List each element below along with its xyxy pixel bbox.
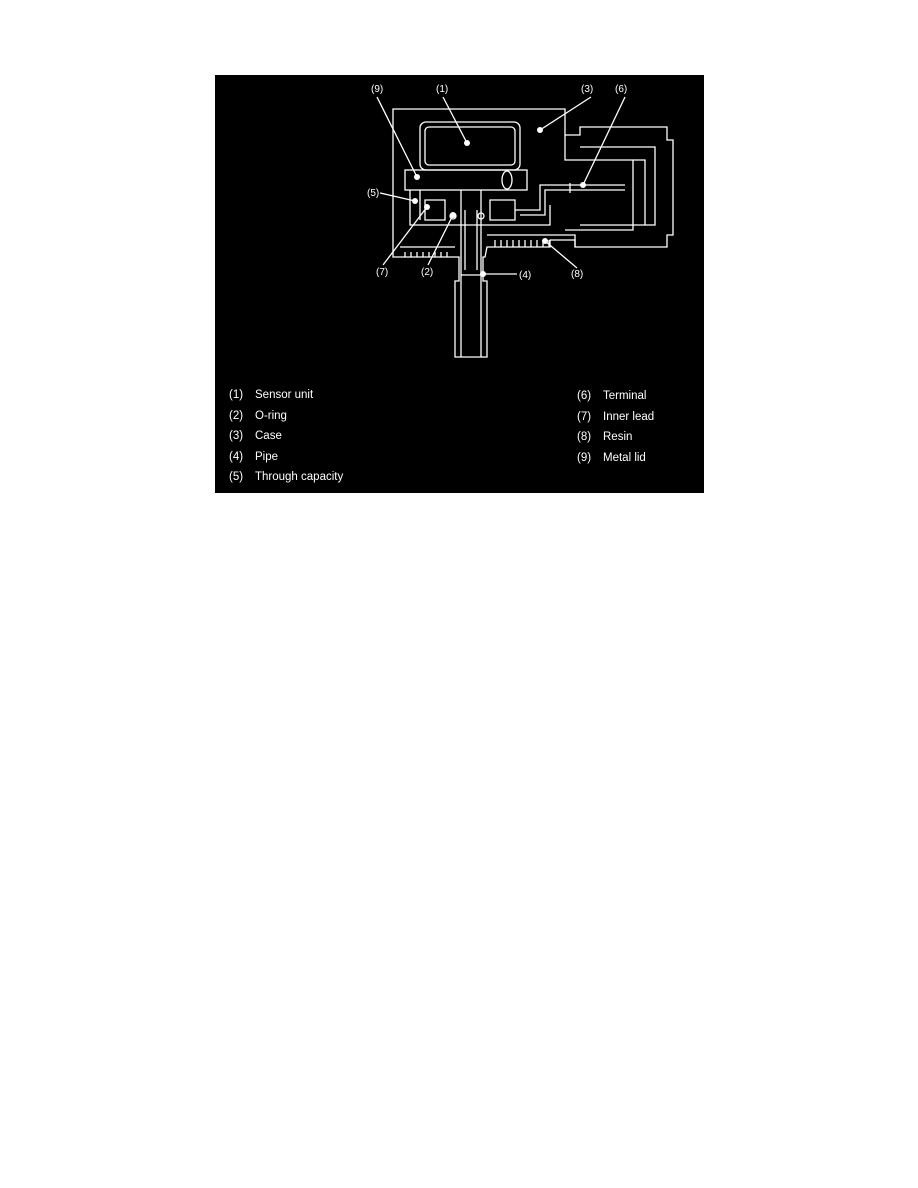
legend-num: (2) [229, 409, 244, 422]
pipe-shape [461, 190, 481, 275]
legend-label: Sensor unit [255, 389, 314, 401]
legend-item [229, 470, 343, 491]
legend-label: Resin [603, 431, 633, 443]
legend-label: Through capacity [255, 471, 344, 483]
legend-num: (1) [229, 389, 244, 401]
sensor-diagram-figure [215, 75, 704, 493]
legend-num: (3) [229, 430, 244, 442]
legend-num: (5) [229, 471, 244, 483]
callout-9: (9) [371, 84, 384, 95]
legend-item [577, 389, 654, 410]
legend-label: Pipe [255, 450, 279, 463]
legend-left [229, 388, 343, 491]
leader-1 [443, 97, 467, 143]
legend-item [229, 388, 343, 409]
sensor-unit-shape [420, 122, 520, 170]
legend-num: (7) [577, 410, 592, 423]
callout-6: (6) [615, 84, 628, 95]
callout-1: (1) [436, 84, 449, 95]
legend-num: (6) [577, 390, 592, 402]
legend-item [229, 409, 343, 430]
callout-4: (4) [519, 270, 532, 281]
legend-item [229, 450, 343, 471]
callout-8: (8) [571, 269, 584, 280]
legend-num: (4) [229, 450, 244, 463]
legend-num: (8) [577, 431, 592, 443]
legend-label: O-ring [255, 409, 287, 422]
callout-7: (7) [376, 267, 389, 278]
legend-label: Inner lead [603, 410, 655, 423]
legend-item [229, 429, 343, 450]
callout-3: (3) [581, 84, 594, 95]
connector-inner [580, 147, 655, 225]
case-outline [393, 109, 673, 357]
legend-num: (9) [577, 451, 592, 464]
connector-step [633, 160, 645, 225]
leader-6 [583, 97, 625, 185]
legend-right [577, 389, 654, 471]
legend-label: Terminal [603, 390, 647, 402]
leader-8 [545, 241, 577, 268]
legend-item [577, 451, 654, 472]
legend-item [577, 430, 654, 451]
callout-5: (5) [367, 188, 380, 199]
legend-label: Case [255, 430, 282, 442]
metal-lid-shape [405, 170, 527, 190]
connector-body [565, 135, 633, 230]
legend-label: Metal lid [603, 451, 646, 464]
legend-item [577, 410, 654, 431]
callout-2: (2) [421, 267, 434, 278]
